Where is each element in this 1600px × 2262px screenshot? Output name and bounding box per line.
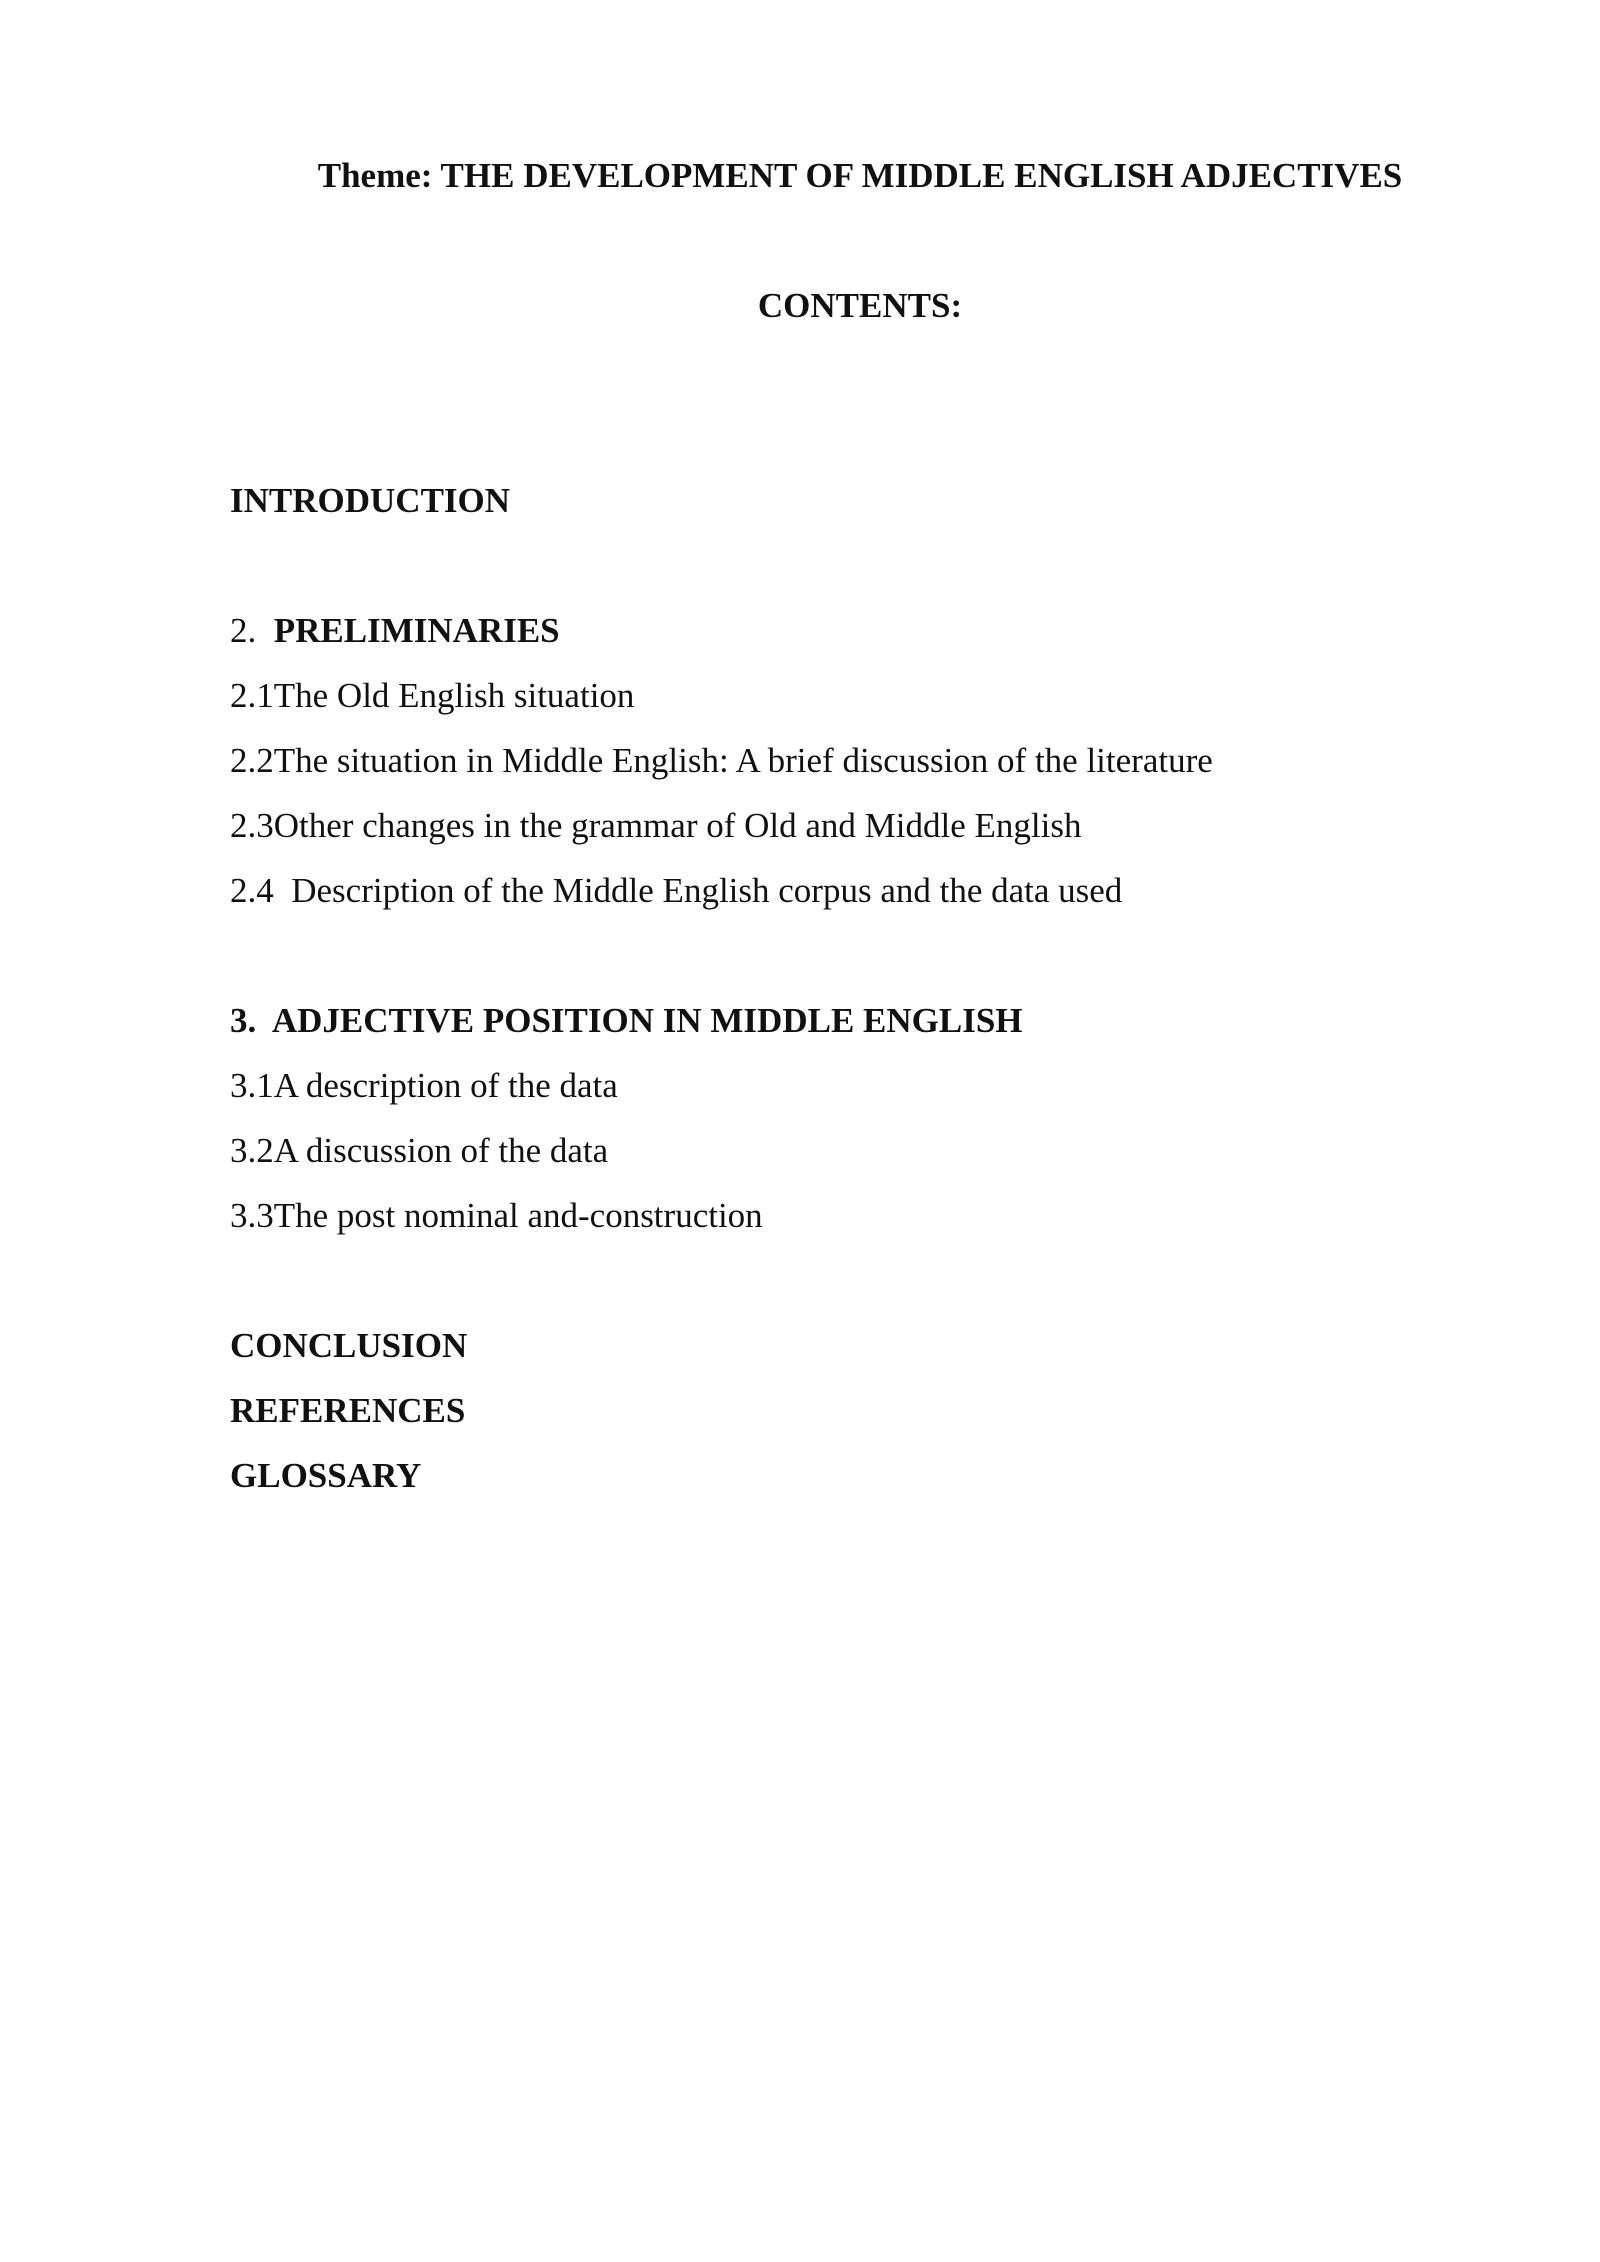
toc-introduction: INTRODUCTION <box>230 481 511 520</box>
theme-prefix: Theme: <box>317 156 433 195</box>
contents-heading: CONTENTS: <box>757 286 963 325</box>
section-2-number: 2. <box>230 611 257 650</box>
section-3-title: ADJECTIVE POSITION IN MIDDLE ENGLISH <box>271 1001 1023 1040</box>
toc-item-2-3: 2.3Other changes in the grammar of Old and Middle English <box>230 806 1082 845</box>
toc-section-3-heading <box>230 1001 1023 1041</box>
section-2-title: PRELIMINARIES <box>273 611 560 650</box>
toc-references: REFERENCES <box>230 1391 466 1430</box>
toc-item-2-1: 2.1The Old English situation <box>230 676 635 715</box>
theme-title: THE DEVELOPMENT OF MIDDLE ENGLISH ADJECTIVES <box>440 156 1403 195</box>
toc-item-2-4: 2.4 Description of the Middle English corpus and the data used <box>230 871 1123 910</box>
toc-item-3-3: 3.3The post nominal and-construction <box>230 1196 763 1235</box>
toc-item-3-2: 3.2A discussion of the data <box>230 1131 609 1170</box>
toc-section-2-heading <box>230 611 560 651</box>
toc-conclusion: CONCLUSION <box>230 1326 468 1365</box>
toc-item-2-2: 2.2The situation in Middle English: A brief discussion of the literature <box>230 741 1213 780</box>
toc-item-3-1: 3.1A description of the data <box>230 1066 618 1105</box>
toc-glossary: GLOSSARY <box>230 1456 422 1495</box>
document-theme <box>0 156 1600 196</box>
section-3-number: 3. <box>230 1001 257 1040</box>
